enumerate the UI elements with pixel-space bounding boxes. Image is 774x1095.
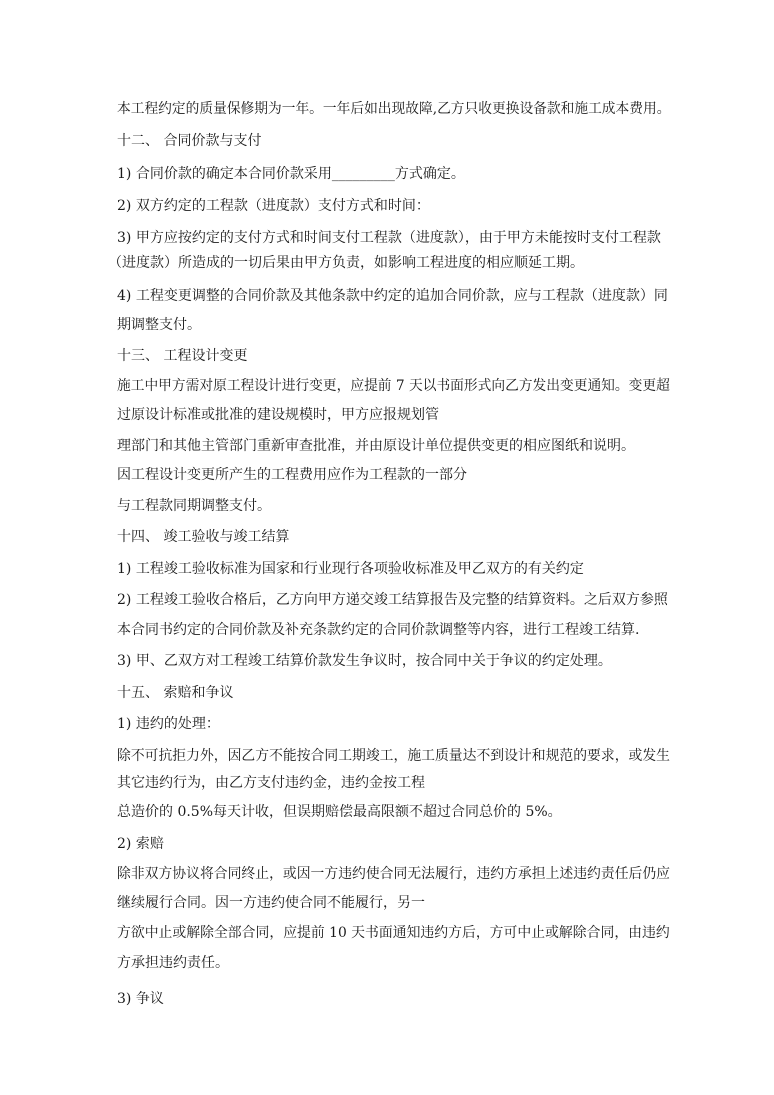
section-heading: 十五、 索赔和争议 bbox=[117, 685, 234, 701]
text-line: 与工程款同期调整支付。 bbox=[117, 498, 271, 514]
text-line: 理部门和其他主管部门重新审查批准，并由原设计单位提供变更的相应图纸和说明。 bbox=[117, 438, 635, 454]
text-line: 2) 双方约定的工程款（进度款）支付方式和时间： bbox=[117, 198, 430, 214]
text-line: 期调整支付。 bbox=[117, 317, 201, 333]
text-line: 4) 工程变更调整的合同价款及其他条款中约定的追加合同价款，应与工程款（进度款）同 bbox=[117, 288, 668, 304]
text-line: 因工程设计变更所产生的工程费用应作为工程款的一部分 bbox=[117, 467, 467, 483]
text-line: 2) 索赔 bbox=[117, 836, 164, 852]
text-line: 总造价的 0.5%每天计收，但误期赔偿最高限额不超过合同总价的 5%。 bbox=[117, 804, 562, 820]
text-line: 1) 工程竣工验收标准为国家和行业现行各项验收标准及甲乙双方的有关约定 bbox=[117, 561, 584, 577]
text-line: 1) 违约的处理： bbox=[117, 716, 220, 732]
text-line: 除非双方协议将合同终止，或因一方违约使合同无法履行，违约方承担上述违约责任后仍应 bbox=[117, 866, 670, 882]
text-line: 2) 工程竣工验收合格后，乙方向甲方递交竣工结算报告及完整的结算资料。之后双方参照 bbox=[117, 592, 668, 608]
text-line: 本合同书约定的合同价款及补充条款约定的合同价款调整等内容，进行工程竣工结算. bbox=[117, 622, 640, 638]
text-line: 施工中甲方需对原工程设计进行变更，应提前 7 天以书面形式向乙方发出变更通知。变更超 bbox=[117, 378, 670, 394]
text-line: 其它违约行为，由乙方支付违约金，违约金按工程 bbox=[117, 775, 425, 791]
text-line: （进度款）所造成的一切后果由甲方负责，如影响工程进度的相应顺延工期。 bbox=[108, 255, 584, 271]
text-line: 1) 合同价款的确定本合同价款采用_________方式确定。 bbox=[117, 166, 465, 182]
section-heading: 十四、 竣工验收与竣工结算 bbox=[117, 529, 290, 545]
text-line: 除不可抗拒力外，因乙方不能按合同工期竣工，施工质量达不到设计和规范的要求，或发生 bbox=[117, 748, 670, 764]
text-line: 3) 甲方应按约定的支付方式和时间支付工程款（进度款），由于甲方未能按时支付工程款 bbox=[117, 230, 661, 246]
section-heading: 十三、 工程设计变更 bbox=[117, 348, 248, 364]
text-line: 方欲中止或解除全部合同，应提前 10 天书面通知违约方后，方可中止或解除合同，由违约 bbox=[117, 925, 670, 941]
text-line: 继续履行合同。因一方违约使合同不能履行，另一 bbox=[117, 895, 425, 911]
text-line: 3) 争议 bbox=[117, 991, 164, 1007]
text-line: 3) 甲、乙双方对工程竣工结算价款发生争议时，按合同中关于争议的约定处理。 bbox=[117, 653, 612, 669]
text-line: 方承担违约责任。 bbox=[117, 955, 229, 971]
section-heading: 十二、 合同价款与支付 bbox=[117, 133, 262, 149]
text-line: 本工程约定的质量保修期为一年。一年后如出现故障,乙方只收更换设备款和施工成本费用。 bbox=[117, 101, 671, 117]
text-line: 过原设计标准或批准的建设规模时，甲方应报规划管 bbox=[117, 407, 439, 423]
